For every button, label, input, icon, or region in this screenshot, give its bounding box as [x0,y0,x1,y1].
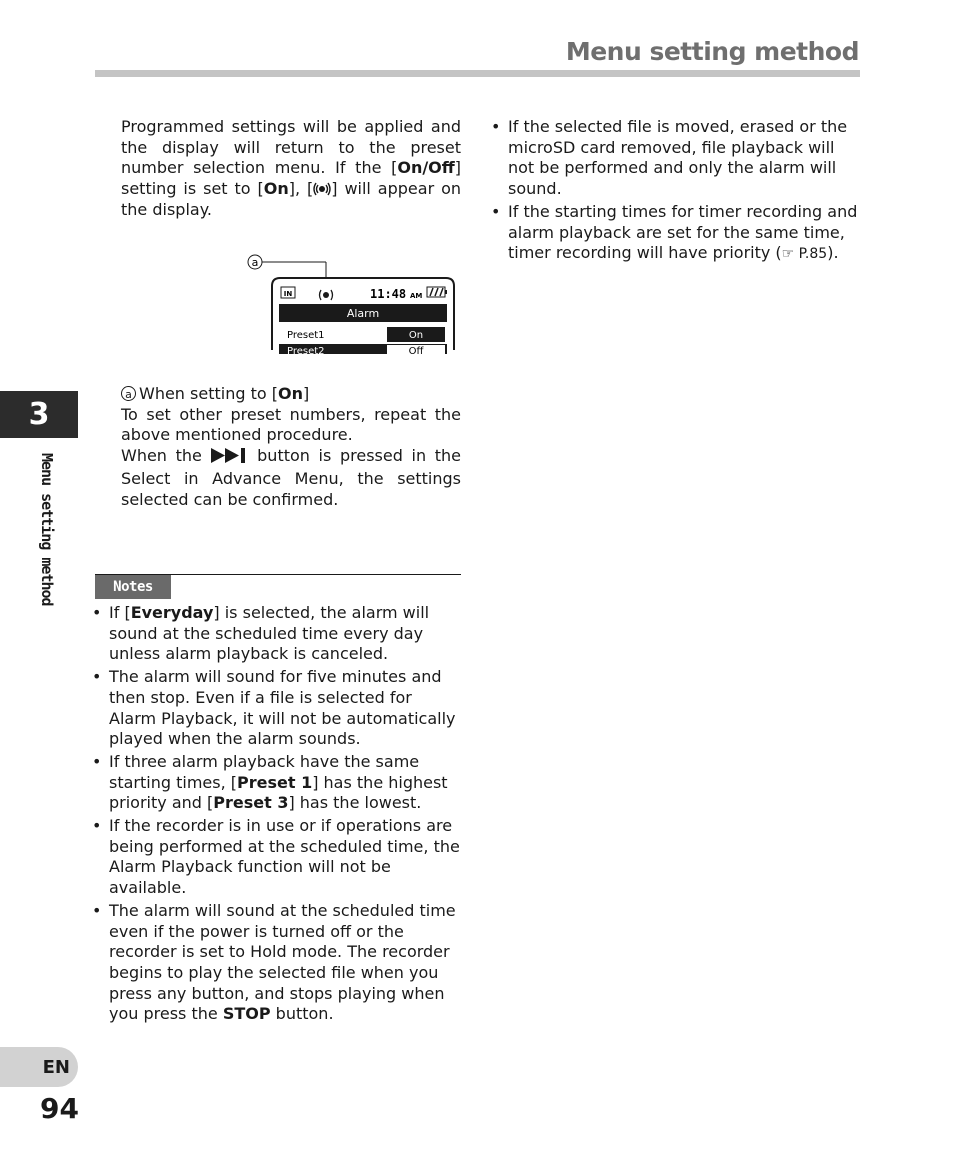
screen-row-2-value: Off [408,346,424,357]
list-item: • The alarm will sound at the scheduled time even if the power is turned off or the recorder is set to Hold mode. The recorder begins to play the selected file when you press any button, and stops playing when you press the STOP button. [92,900,456,1024]
side-chapter-title: Menu setting method [38,453,56,606]
page-number: 94 [40,1092,79,1125]
caption-marker: a [121,386,136,401]
device-screen-figure [230,250,470,357]
screen-row-1-value: On [408,330,424,341]
clock-ampm: AM [410,292,423,300]
language-badge: EN [0,1047,78,1087]
next-skip-icon [211,448,249,469]
in-label: IN [283,290,293,298]
right-column-list [491,117,861,267]
clock-time: 11:48 [370,287,407,301]
list-item: • If the recorder is in use or if operations are being performed at the scheduled time, the Alarm Playback function will not be available. [92,816,460,898]
procedure-text [121,384,461,510]
header-rule [95,70,860,77]
page-reference-link[interactable]: ☞ P.85 [781,246,828,263]
list-item: • If the selected file is moved, erased or the microSD card removed, file playback will not be performed and only the alarm will sound. [491,117,848,199]
caption-line: a When setting to [On] [121,384,461,405]
list-item: • If three alarm playback have the same starting times, [Preset 1] has the highest priority and [Preset 3] has the lowest. [92,751,448,813]
screen-title: Alarm [346,307,380,320]
callout-letter: a [251,256,259,269]
list-item: • The alarm will sound for five minutes and then stop. Even if a file is selected for Alarm Playback, it will not be automatically played when the alarm sounds. [92,667,456,749]
alarm-icon [313,179,331,198]
notes-label: Notes [95,575,171,599]
list-item: • If the starting times for timer recording and alarm playback are set for the same time, timer recording will have priority (☞ P.85). [491,201,858,263]
list-item: • If [Everyday] is selected, the alarm will sound at the scheduled time every day unless alarm playback is canceled. [92,603,430,664]
screen-row-2-label: Preset2 [287,346,325,357]
intro-paragraph: Programmed settings will be applied and the display will return to the preset number selection menu. If the [On/Off] setting is set to [On], [ ] will appear on the display. [121,117,462,219]
notes-list [92,603,464,1027]
notes-header [95,574,461,599]
repeat-instruction: To set other preset numbers, repeat the above mentioned procedure. [121,404,461,445]
page-header-title: Menu setting method [565,37,859,66]
chapter-tab: 3 [0,391,78,438]
screen-row-1-label: Preset1 [287,330,325,341]
device-screen-svg [230,250,470,357]
confirm-instruction: When the button is pressed in the Select in Advance Menu, the settings selected can be confirmed. [121,446,462,509]
battery-icon [427,287,447,297]
